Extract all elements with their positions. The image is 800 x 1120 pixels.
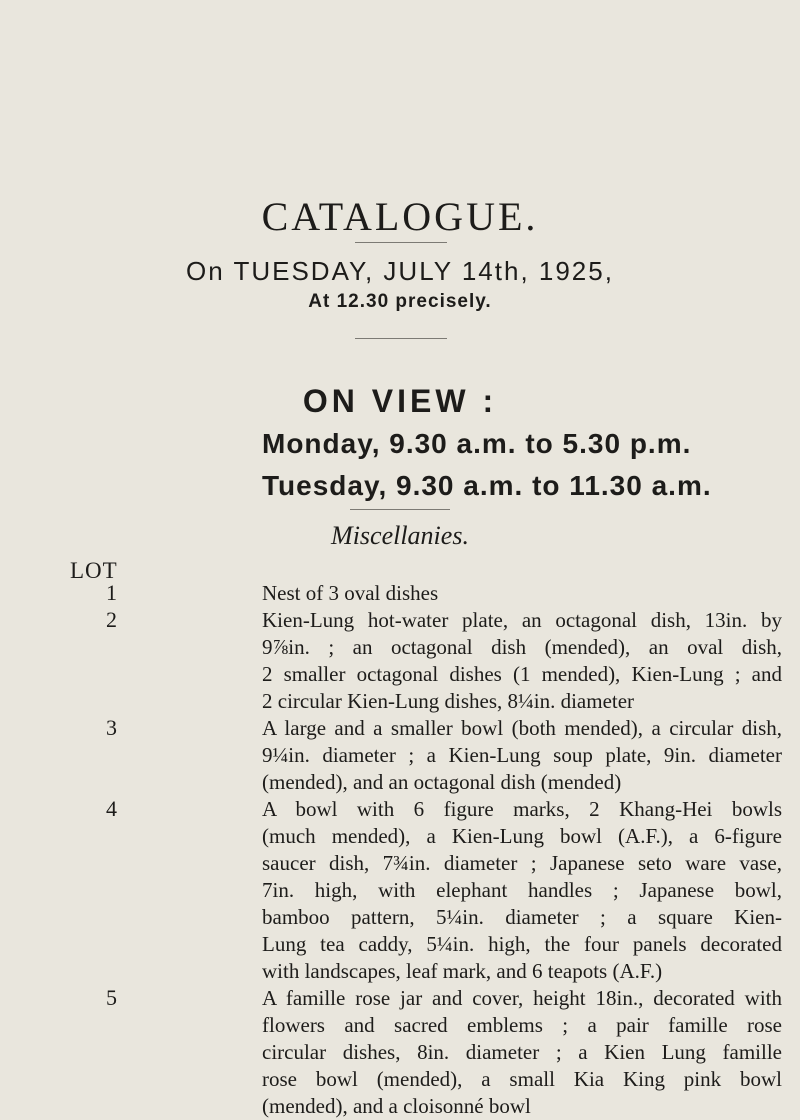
lot-line: rose bowl (mended), a small Kia King pink bowl: [262, 1067, 782, 1091]
lot-line: A famille rose jar and cover, height 18in., decorated with: [262, 986, 782, 1010]
lot-description: [262, 796, 782, 985]
lot-column-heading: LOT: [70, 558, 118, 583]
lot-number: 2: [106, 607, 117, 632]
lot-line: A bowl with 6 figure marks, 2 Khang-Hei bowls: [262, 797, 782, 821]
lot-line: (mended), and an octagonal dish (mended): [262, 770, 622, 794]
lot-number: 3: [106, 715, 117, 740]
lot-line: with landscapes, leaf mark, and 6 teapots (A.F.): [262, 959, 663, 983]
lot-number: 5: [106, 985, 117, 1010]
section-title: Miscellanies.: [331, 521, 469, 550]
lot-description: [262, 607, 782, 715]
lot-line: circular dishes, 8in. diameter ; a Kien Lung famille: [262, 1040, 782, 1064]
lot-number: 4: [106, 796, 117, 821]
lot-line: 7in. high, with elephant handles ; Japanese bowl,: [262, 878, 782, 902]
sale-time: At 12.30 precisely.: [308, 291, 492, 312]
lot-line: flowers and sacred emblems ; a pair famille rose: [262, 1013, 782, 1037]
lot-line: Nest of 3 oval dishes: [262, 581, 439, 605]
lot-line: Kien-Lung hot-water plate, an octagonal dish, 13in. by: [262, 608, 782, 632]
view-tuesday: Tuesday, 9.30 a.m. to 11.30 a.m.: [262, 470, 712, 501]
lot-description: [262, 715, 782, 796]
lot-line: 2 smaller octagonal dishes (1 mended), Kien-Lung ; and: [262, 662, 782, 686]
view-monday: Monday, 9.30 a.m. to 5.30 p.m.: [262, 428, 692, 459]
title-divider: [355, 242, 447, 243]
lot-number: 1: [106, 580, 117, 605]
lot-description: [262, 580, 782, 607]
sale-date: On TUESDAY, JULY 14th, 1925,: [186, 256, 614, 286]
lot-line: A large and a smaller bowl (both mended), a circular dish,: [262, 716, 782, 740]
lot-line: 9⅞in. ; an octagonal dish (mended), an oval dish,: [262, 635, 782, 659]
catalogue-title: CATALOGUE.: [261, 194, 539, 239]
lot-line: bamboo pattern, 5¼in. diameter ; a square Kien-: [262, 905, 782, 929]
lot-line: (mended), and a cloisonné bowl: [262, 1094, 531, 1118]
view-divider: [350, 509, 450, 510]
lot-line: Lung tea caddy, 5¼in. high, the four panels decorated: [262, 932, 782, 956]
time-divider: [355, 338, 447, 339]
lot-line: 9¼in. diameter ; a Kien-Lung soup plate, 9in. diameter: [262, 743, 782, 767]
lot-line: saucer dish, 7¾in. diameter ; Japanese seto ware vase,: [262, 851, 782, 875]
lot-line: (much mended), a Kien-Lung bowl (A.F.), a 6-figure: [262, 824, 782, 848]
on-view-heading: ON VIEW :: [302, 383, 498, 419]
lot-description: [262, 985, 782, 1120]
lot-line: 2 circular Kien-Lung dishes, 8¼in. diameter: [262, 689, 635, 713]
